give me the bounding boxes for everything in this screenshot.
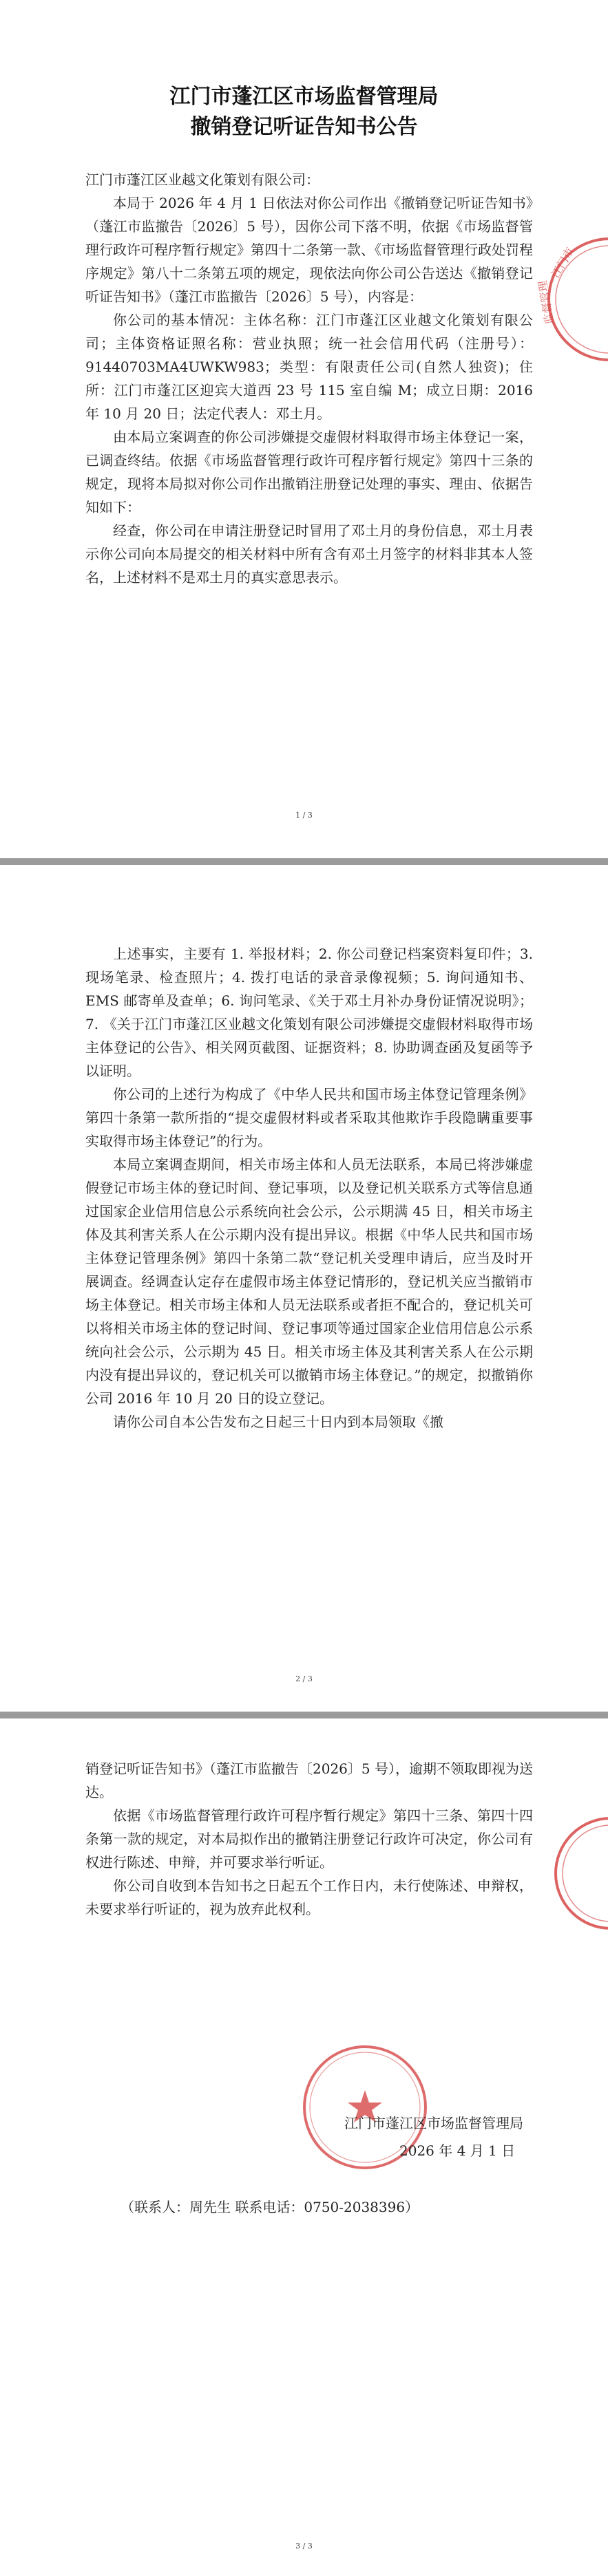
page1-para3: 由本局立案调查的你公司涉嫌提交虚假材料取得市场主体登记一案，已调查终结。依据《市场监督管理行政许可程序暂行规定》第四十三条的规定，现将本局拟对你公司作出撤销注册登记处理的事实、理由、依据告知如下： — [85, 429, 533, 515]
page3-para3: 你公司自收到本告知书之日起五个工作日内，未行使陈述、申辩权，未要求举行听证的，视为放弃此权利。 — [85, 1877, 533, 1917]
signing-authority: 江门市蓬江区市场监督管理局 — [344, 2115, 523, 2131]
document-page-2 — [0, 865, 608, 1712]
page-number-3: 3 / 3 — [295, 2542, 313, 2551]
notice-title-line1: 江门市蓬江区市场监督管理局 — [169, 85, 439, 109]
notice-title-line2: 撤销登记听证告知书公告 — [190, 115, 418, 139]
page2-para4: 请你公司自本公告发布之日起三十日内到本局领取《撤 — [113, 1414, 443, 1430]
page1-para2: 你公司的基本情况：主体名称：江门市蓬江区业越文化策划有限公司；主体资格证照名称：营业执照；统一社会信用代码（注册号）：91440703MA4UWKW983；类型：有限责任公司(自然人独资)；住所：江门市蓬江区迎宾大道西 23 号 115 室自编 M；成立日期：2016 年 10 月 20 日；法定代表人：邓土月。 — [85, 312, 533, 422]
contact-info: （联系人：周先生 联系电话：0750-2038396） — [120, 2199, 419, 2215]
page3-para1: 销登记听证告知书》（蓬江市监撤告〔2026〕5 号），逾期不领取即视为送达。 — [85, 1760, 533, 1800]
page2-para2: 你公司的上述行为构成了《中华人民共和国市场主体登记管理条例》第四十条第一款所指的“提交虚假材料或者采取其他欺诈手段隐瞒重要事实取得市场主体登记”的行为。 — [85, 1086, 533, 1149]
signing-date: 2026 年 4 月 1 日 — [399, 2142, 516, 2159]
page1-body — [85, 168, 533, 589]
page2-body — [85, 942, 533, 1434]
addressee: 江门市蓬江区业越文化策划有限公司： — [85, 171, 319, 188]
page2-para3: 本局立案调查期间，相关市场主体和人员无法联系，本局已将涉嫌虚假登记市场主体的登记时间、登记事项，以及登记机关联系方式等信息通过国家企业信用信息公示系统向社会公示，公示期满 45 日，相关市场主体及其利害关系人在公示期内没有提出异议。根据《中华人民共和国市场主体登记管理条例》第四十条第二款“登记机关受理申请后，应当及时开展调查。经调查认定存在虚假市场主体登记情形的，登记机关应当撤销市场主体登记。相关市场主体和人员无法联系或者拒不配合的，登记机关可以将相关市场主体的登记时间、登记事项等通过国家企业信用信息公示系统向社会公示，公示期为 45 日。相关市场主体及其利害关系人在公示期内没有提出异议的，登记机关可以撤销市场主体登记。”的规定，拟撤销你公司 2016 年 10 月 20 日的设立登记。 — [85, 1156, 533, 1407]
page1-para4: 经查，你公司在申请注册登记时冒用了邓土月的身份信息，邓土月表示你公司向本局提交的相关材料中所有含有邓土月签字的材料非其本人签名，上述材料不是邓土月的真实意思表示。 — [85, 522, 533, 586]
page-number-2: 2 / 3 — [295, 1674, 313, 1683]
page2-para1: 上述事实，主要有 1. 举报材料；2. 你公司登记档案资料复印件；3. 现场笔录、检查照片；4. 拨打电话的录音录像视频；5. 询问通知书、EMS 邮寄单及查单；6. 询问笔录、《关于邓土月补办身份证情况说明》；7. 《关于江门市蓬江区业越文化策划有限公司涉嫌提交虚假材料取得市场主体登记的公告》、相关网页截图、证据资料；8. 协助调查函及复函等予以证明。 — [85, 946, 533, 1079]
page3-para2: 依据《市场监督管理行政许可程序暂行规定》第四十三条、第四十四条第一款的规定，对本局拟作出的撤销注册登记行政许可决定，你公司有权进行陈述、申辩，并可要求举行听证。 — [85, 1807, 533, 1871]
official-seal-partial-icon — [536, 231, 608, 368]
document-page-1 — [0, 0, 608, 858]
svg-text:监督管理: 监督管理 — [536, 279, 556, 326]
page1-para1: 本局于 2026 年 4 月 1 日依法对你公司作出《撤销登记听证告知书》（蓬江市监撤告〔2026〕5 号），因你公司下落不明，依据《市场监督管理行政许可程序暂行规定》第四十二条第一款、《市场监督管理行政处罚程序规定》第八十二条第五项的规定，现依法向你公司公告送达《撤销登记听证告知书》（蓬江市监撤告〔2026〕5 号），内容是： — [85, 195, 533, 305]
document-page-3 — [0, 1718, 608, 2576]
page3-body — [85, 1757, 533, 1921]
svg-text:江门市: 江门市 — [549, 244, 577, 280]
page-number-1: 1 / 3 — [295, 811, 313, 820]
official-seal-partial-icon — [552, 1811, 608, 1935]
